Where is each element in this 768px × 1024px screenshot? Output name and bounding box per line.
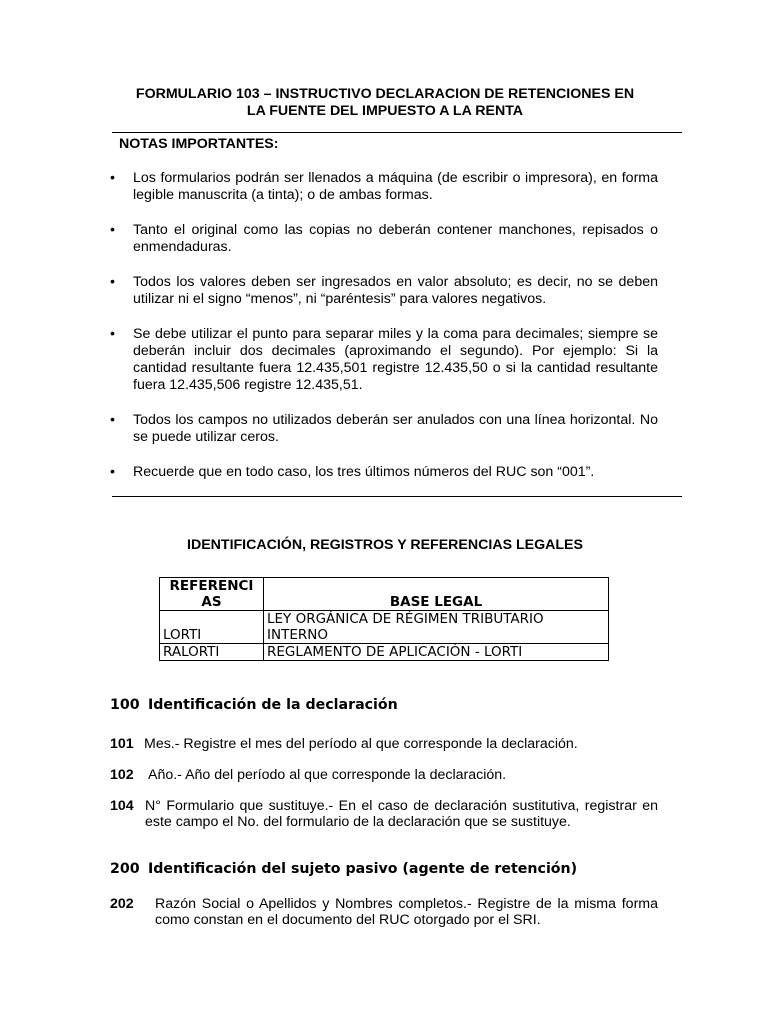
bullet-icon: • (110, 222, 115, 238)
title-line-2: LA FUENTE DEL IMPUESTO A LA RENTA (246, 103, 524, 119)
note-text: Todos los campos no utilizados deberán ser anulados con una línea horizontal. No se puede utilizar ceros. (133, 412, 658, 445)
title-line-1: FORMULARIO 103 – INSTRUCTIVO DECLARACION DE RETENCIONES EN (135, 86, 635, 102)
bullet-icon: • (110, 274, 115, 290)
field-number: 102 (110, 767, 134, 783)
cell-ref: LORTI (160, 611, 264, 644)
field-text: N° Formulario que sustituye.- En el caso de declaración sustitutiva, registrar en este campo el No. del formulario de la declaración que se sustituye. (145, 798, 658, 830)
bullet-icon: • (110, 464, 115, 480)
note-item (110, 274, 658, 308)
bullet-icon: • (110, 412, 115, 428)
bottom-divider (112, 496, 682, 497)
field-200 (110, 861, 658, 877)
table-row (160, 644, 609, 661)
field-101 (110, 736, 658, 752)
note-text: Todos los valores deben ser ingresados en valor absoluto; es decir, no se deben utilizar ni el signo “menos”, ni “paréntesis” para valores negativos. (133, 274, 658, 307)
cell-ref: RALORTI (160, 644, 264, 661)
note-text: Tanto el original como las copias no deberán contener manchones, repisados o enmendaduras. (133, 222, 658, 255)
field-number: 200 (110, 861, 140, 877)
field-number: 101 (110, 736, 134, 752)
cell-base: REGLAMENTO DE APLICACIÓN - LORTI (264, 644, 609, 661)
field-102 (110, 767, 658, 783)
note-text: Los formularios podrán ser llenados a máquina (de escribir o impresora), en forma legible manuscrita (a tinta); o de ambas formas. (133, 170, 658, 203)
notes-heading: NOTAS IMPORTANTES: (119, 136, 279, 152)
note-item (110, 222, 658, 256)
note-item (110, 170, 658, 204)
note-text: Se debe utilizar el punto para separar miles y la coma para decimales; siempre se deberán incluir dos decimales (aproximando el segundo). Por ejemplo: Si la cantidad resultante fuera 12.435,501 registre 12.435,50 o si la cantidad resultante fuera 12.435,506 registre 12.435,51. (133, 326, 658, 393)
note-item (110, 326, 658, 394)
field-text: Identificación del sujeto pasivo (agente de retención) (148, 861, 578, 877)
field-text: Identificación de la declaración (148, 697, 398, 713)
legal-heading: IDENTIFICACIÓN, REGISTROS Y REFERENCIAS LEGALES (187, 537, 583, 553)
document-title (100, 86, 670, 120)
note-item (110, 464, 658, 481)
field-202 (110, 896, 658, 928)
header-references: REFERENCI AS (160, 578, 264, 611)
table-row (160, 611, 609, 644)
bullet-icon: • (110, 326, 115, 342)
top-divider (112, 132, 682, 133)
cell-base: LEY ORGÁNICA DE RÉGIMEN TRIBUTARIO INTERNO (264, 611, 609, 644)
field-text: Año.- Año del período al que corresponde la declaración. (148, 767, 507, 783)
table-header-row (160, 578, 609, 611)
field-number: 104 (110, 798, 134, 814)
header-base-legal: BASE LEGAL (264, 578, 609, 611)
field-text: Razón Social o Apellidos y Nombres completos.- Registre de la misma forma como constan en el documento del RUC otorgado por el SRI. (155, 896, 658, 928)
field-number: 202 (110, 896, 134, 912)
field-number: 100 (110, 697, 140, 713)
legal-references-table (159, 577, 609, 661)
field-100 (110, 697, 658, 713)
notes-list (110, 170, 658, 499)
field-104 (110, 798, 658, 830)
field-text: Mes.- Registre el mes del período al que corresponde la declaración. (144, 736, 578, 752)
note-text: Recuerde que en todo caso, los tres últimos números del RUC son “001”. (133, 464, 595, 480)
bullet-icon: • (110, 170, 115, 186)
note-item (110, 412, 658, 446)
